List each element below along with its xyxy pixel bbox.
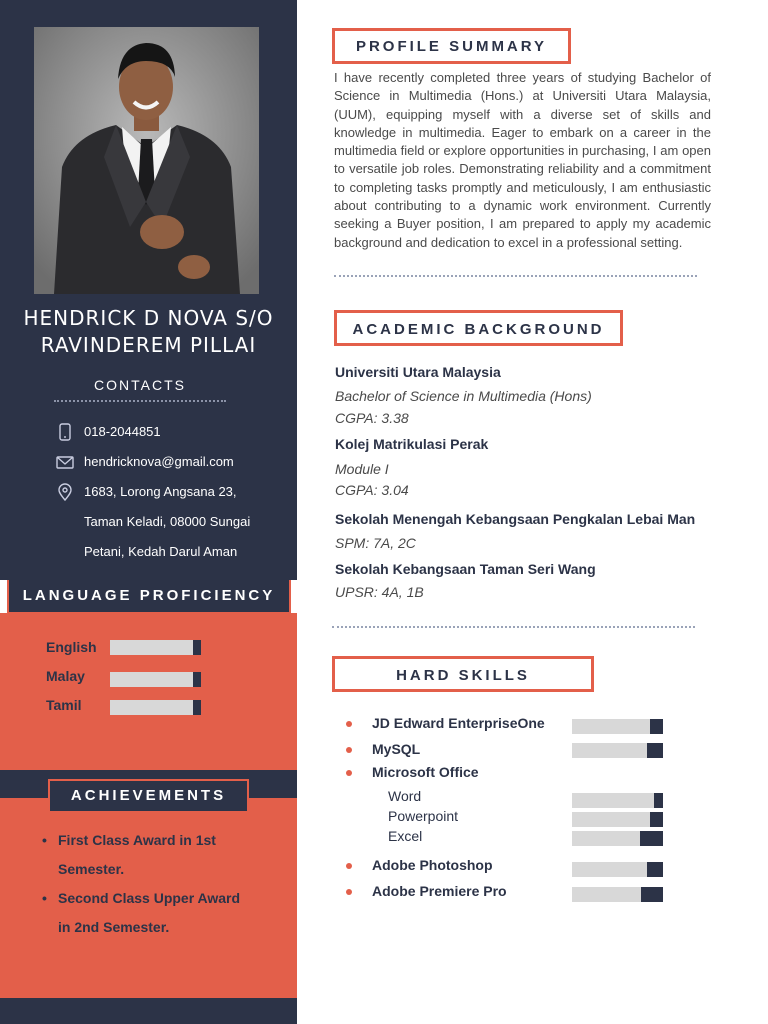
skill-jde-label: JD Edward EnterpriseOne	[372, 715, 545, 731]
skill-bullet	[346, 889, 352, 895]
hard-skills-heading: HARD SKILLS	[396, 667, 530, 684]
achievement-2-line2: in 2nd Semester.	[58, 919, 170, 935]
skill-powerpoint-bar	[572, 812, 663, 827]
language-tamil-label: Tamil	[46, 697, 82, 713]
sidebar-footer-band	[0, 998, 297, 1024]
language-panel	[0, 613, 297, 770]
phone-number: 018-2044851	[84, 424, 161, 439]
academic-heading: ACADEMIC BACKGROUND	[352, 321, 605, 338]
achievement-item	[42, 884, 282, 942]
summary-divider	[334, 275, 697, 277]
language-english-level	[193, 640, 201, 655]
achievement-1-line2: Semester.	[58, 861, 125, 877]
academic-school-3: Sekolah Menengah Kebangsaan Pengkalan Lebai Man	[335, 511, 696, 527]
academic-school-4: Sekolah Kebangsaan Taman Seri Wang	[335, 561, 596, 577]
academic-result-1: CGPA: 3.38	[335, 410, 409, 426]
email-icon	[56, 453, 74, 471]
skill-photoshop-label: Adobe Photoshop	[372, 857, 493, 873]
skill-photoshop-level	[647, 862, 663, 877]
academic-result-3: SPM: 7A, 2C	[335, 535, 416, 551]
address-line-2: Taman Keladi, 08000 Sungai	[84, 514, 251, 529]
skill-jde-level	[650, 719, 663, 734]
profile-summary-heading: PROFILE SUMMARY	[355, 38, 548, 55]
academic-school-2: Kolej Matrikulasi Perak	[335, 436, 489, 452]
achievements-list	[42, 826, 282, 942]
skill-mysql-label: MySQL	[372, 741, 421, 757]
address-line-1: 1683, Lorong Angsana 23,	[84, 484, 237, 499]
skill-bullet	[346, 721, 352, 727]
skill-word-level	[654, 793, 663, 808]
skill-powerpoint-level	[650, 812, 663, 827]
achievement-2-line1: • Second Class Upper Award	[58, 890, 241, 906]
skill-mysql-bar	[572, 743, 663, 758]
skill-excel-label: Excel	[388, 828, 423, 844]
academic-course-2: Module I	[335, 461, 389, 477]
language-english-label: English	[46, 639, 97, 655]
skill-msoffice-label: Microsoft Office	[372, 764, 479, 780]
skill-bullet	[346, 770, 352, 776]
skill-premiere-level	[641, 887, 663, 902]
email-address[interactable]: hendricknova@gmail.com	[84, 454, 234, 469]
skill-excel-level	[640, 831, 663, 846]
phone-icon	[56, 423, 74, 441]
language-english-bar	[110, 640, 201, 655]
skill-word-label: Word	[388, 788, 422, 804]
academic-heading-box	[334, 310, 623, 346]
skill-bullet	[346, 747, 352, 753]
achievement-1-line1: • First Class Award in 1st	[58, 832, 216, 848]
language-heading: LANGUAGE PROFICIENCY	[22, 587, 276, 604]
language-tamil-level	[193, 700, 201, 715]
skill-photoshop-bar	[572, 862, 663, 877]
location-pin-icon	[56, 483, 74, 501]
language-tamil-bar	[110, 700, 201, 715]
candidate-name-line1: HENDRICK D NOVA S/O	[23, 306, 274, 330]
language-malay-label: Malay	[46, 668, 85, 684]
skill-jde-bar	[572, 719, 663, 734]
academic-school-1: Universiti Utara Malaysia	[335, 364, 501, 380]
achievements-heading: ACHIEVEMENTS	[70, 787, 227, 804]
profile-photo	[34, 27, 259, 294]
contacts-heading: CONTACTS	[94, 377, 186, 393]
candidate-name-line2: RAVINDEREM PILLAI	[40, 333, 257, 357]
profile-summary-heading-box	[332, 28, 571, 64]
skill-excel-bar	[572, 831, 663, 846]
language-malay-level	[193, 672, 201, 687]
skill-bullet	[346, 863, 352, 869]
achievement-item	[42, 826, 282, 884]
address-line-3: Petani, Kedah Darul Aman	[84, 544, 238, 559]
academic-result-4: UPSR: 4A, 1B	[335, 584, 424, 600]
profile-summary-text: I have recently completed three years of studying Bachelor of Science in Multimedia (Hons.) at Universiti Utara Malaysia, (UUM), equipping myself with a diverse set of skills and knowledge in multimedia. Eager to embark on a career in the multimedia field or explore opportunities in purchasing, I am open to versatile job roles. Demonstrating reliability and a commitment to completing tasks promptly and meticulously, I am enthusiastic about contributing to a dynamic work environment. Currently seeking a Buyer position, I am prepared to apply my academic background and dedication to excel in a professional setting.	[334, 70, 711, 250]
skill-premiere-bar	[572, 887, 663, 902]
contacts-divider	[54, 400, 226, 402]
hard-skills-heading-box	[332, 656, 594, 692]
language-malay-bar	[110, 672, 201, 687]
skill-word-bar	[572, 793, 663, 808]
skill-powerpoint-label: Powerpoint	[388, 808, 459, 824]
skill-premiere-label: Adobe Premiere Pro	[372, 883, 507, 899]
academic-result-2: CGPA: 3.04	[335, 482, 409, 498]
candidate-name	[0, 305, 297, 359]
academic-divider	[332, 626, 695, 628]
academic-course-1: Bachelor of Science in Multimedia (Hons)	[335, 388, 592, 404]
skill-mysql-level	[647, 743, 663, 758]
